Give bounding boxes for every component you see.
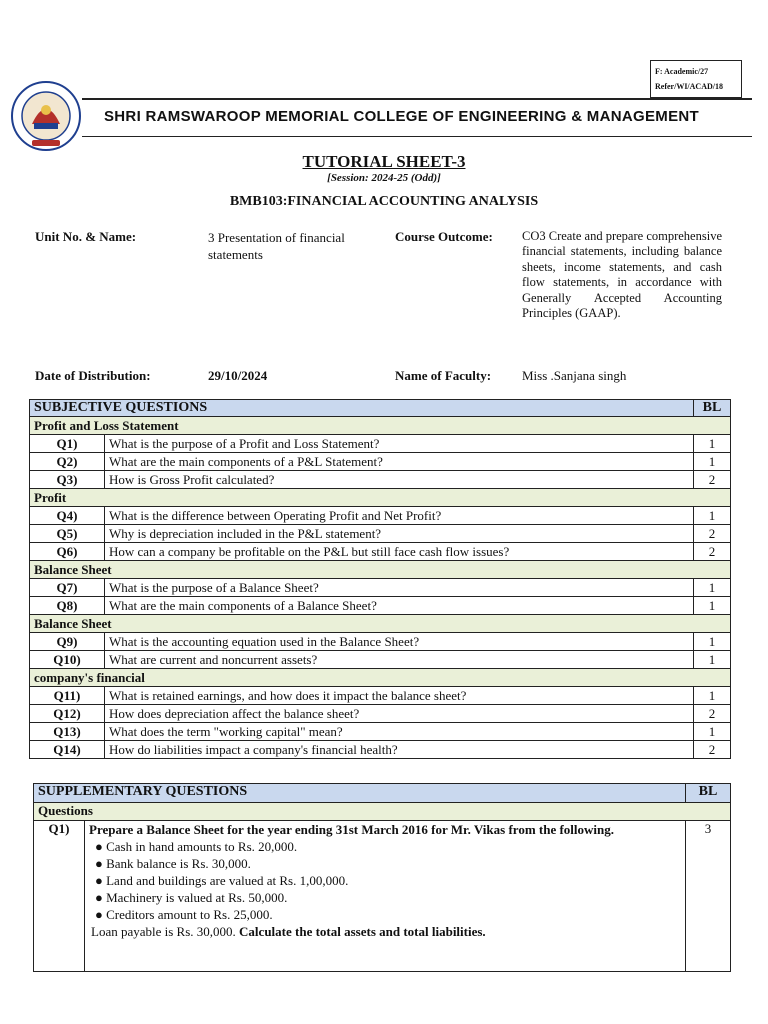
- question-bl: 1: [694, 507, 731, 525]
- college-name: SHRI RAMSWAROOP MEMORIAL COLLEGE OF ENGINEERING & MANAGEMENT: [104, 108, 699, 125]
- question-row: [30, 453, 731, 471]
- question-row: [30, 507, 731, 525]
- question-number: Q6): [30, 543, 105, 561]
- supp-list-item: ● Creditors amount to Rs. 25,000.: [95, 907, 273, 922]
- question-text: What is the difference between Operating Profit and Net Profit?: [105, 507, 694, 525]
- question-row: [30, 633, 731, 651]
- unit-value: 3 Presentation of financial statements: [208, 230, 345, 262]
- course-outcome-value: CO3 Create and prepare comprehensive financial statements, including balance sheets, income statements, and cash flow statements, in accordance with Generally Accepted Accounting Principles (GAAP).: [522, 229, 722, 321]
- sheet-title: TUTORIAL SHEET-3: [302, 152, 466, 171]
- question-text: How do liabilities impact a company's financial health?: [105, 741, 694, 759]
- question-number: Q10): [30, 651, 105, 669]
- question-text: What does the term "working capital" mean?: [105, 723, 694, 741]
- section-title: Balance Sheet: [30, 561, 731, 579]
- question-row: [30, 705, 731, 723]
- question-text: What is the accounting equation used in the Balance Sheet?: [105, 633, 694, 651]
- question-text: What is the purpose of a Balance Sheet?: [105, 579, 694, 597]
- subjective-heading: SUBJECTIVE QUESTIONS: [30, 400, 694, 417]
- supp-question-final-plain: Loan payable is Rs. 30,000.: [91, 924, 236, 939]
- unit-label: Unit No. & Name:: [35, 229, 137, 244]
- faculty-label: Name of Faculty:: [395, 368, 492, 383]
- question-number: Q4): [30, 507, 105, 525]
- question-row: [30, 543, 731, 561]
- question-row: [30, 723, 731, 741]
- supp-question-prompt: Prepare a Balance Sheet for the year ending 31st March 2016 for Mr. Vikas from the following.: [89, 822, 615, 837]
- question-bl: 1: [694, 597, 731, 615]
- question-row: [30, 471, 731, 489]
- supp-question-bl: 3: [686, 821, 731, 972]
- question-bl: 1: [694, 651, 731, 669]
- subjective-questions-table: [29, 399, 731, 759]
- question-text: How does depreciation affect the balance sheet?: [105, 705, 694, 723]
- supplementary-heading: SUPPLEMENTARY QUESTIONS: [34, 784, 686, 803]
- question-number: Q9): [30, 633, 105, 651]
- section-row: [30, 669, 731, 687]
- supp-list-item: ● Cash in hand amounts to Rs. 20,000.: [95, 839, 298, 854]
- header-rule-bottom: [82, 136, 752, 137]
- section-title: Balance Sheet: [30, 615, 731, 633]
- supp-question-row: [34, 821, 731, 972]
- question-text: Why is depreciation included in the P&L statement?: [105, 525, 694, 543]
- question-bl: 2: [694, 471, 731, 489]
- question-number: Q1): [30, 435, 105, 453]
- question-number: Q3): [30, 471, 105, 489]
- question-number: Q5): [30, 525, 105, 543]
- supp-list-item: ● Land and buildings are valued at Rs. 1,00,000.: [95, 873, 349, 888]
- question-bl: 1: [694, 435, 731, 453]
- question-bl: 1: [694, 579, 731, 597]
- session-label: [Session: 2024-25 (Odd)]: [327, 172, 441, 184]
- supp-section-row: [34, 803, 731, 821]
- section-title: Profit and Loss Statement: [30, 417, 731, 435]
- distribution-date-label: Date of Distribution:: [35, 368, 151, 383]
- question-number: Q11): [30, 687, 105, 705]
- question-number: Q7): [30, 579, 105, 597]
- faculty-value: Miss .Sanjana singh: [522, 368, 627, 383]
- supp-list-item: ● Machinery is valued at Rs. 50,000.: [95, 890, 288, 905]
- supp-question-body: [85, 821, 686, 972]
- question-row: [30, 687, 731, 705]
- section-title: Profit: [30, 489, 731, 507]
- course-outcome-label: Course Outcome:: [395, 229, 493, 244]
- form-ref-line1: F: Academic/27: [655, 67, 709, 76]
- question-bl: 1: [694, 453, 731, 471]
- question-row: [30, 579, 731, 597]
- supp-question-number: Q1): [34, 821, 85, 972]
- bl-heading: BL: [694, 400, 731, 417]
- question-bl: 2: [694, 741, 731, 759]
- question-text: How can a company be profitable on the P&L but still face cash flow issues?: [105, 543, 694, 561]
- supp-list-item: ● Bank balance is Rs. 30,000.: [95, 856, 251, 871]
- section-title: company's financial: [30, 669, 731, 687]
- question-bl: 1: [694, 633, 731, 651]
- question-row: [30, 525, 731, 543]
- form-ref-line2: Refer/WI/ACAD/18: [655, 82, 723, 91]
- question-bl: 2: [694, 543, 731, 561]
- question-bl: 2: [694, 705, 731, 723]
- question-row: [30, 597, 731, 615]
- college-logo: [10, 80, 82, 152]
- question-number: Q14): [30, 741, 105, 759]
- question-row: [30, 435, 731, 453]
- question-number: Q13): [30, 723, 105, 741]
- distribution-date-value: 29/10/2024: [208, 368, 268, 383]
- question-text: How is Gross Profit calculated?: [105, 471, 694, 489]
- supp-section-title: Questions: [34, 803, 731, 821]
- question-text: What is retained earnings, and how does it impact the balance sheet?: [105, 687, 694, 705]
- question-number: Q12): [30, 705, 105, 723]
- supp-question-final: [89, 923, 681, 940]
- question-bl: 2: [694, 525, 731, 543]
- question-text: What is the purpose of a Profit and Loss Statement?: [105, 435, 694, 453]
- course-title: BMB103:FINANCIAL ACCOUNTING ANALYSIS: [229, 194, 539, 209]
- question-number: Q8): [30, 597, 105, 615]
- question-bl: 1: [694, 723, 731, 741]
- form-reference-box: [650, 60, 742, 98]
- supp-header-row: [34, 784, 731, 803]
- table-header-row: [30, 400, 731, 417]
- supp-question-final-bold: Calculate the total assets and total liabilities.: [239, 924, 486, 939]
- supplementary-questions-table: [33, 783, 731, 972]
- question-row: [30, 651, 731, 669]
- question-text: What are the main components of a Balance Sheet?: [105, 597, 694, 615]
- section-row: [30, 615, 731, 633]
- header-rule: [82, 98, 752, 100]
- section-row: [30, 489, 731, 507]
- question-bl: 1: [694, 687, 731, 705]
- question-row: [30, 741, 731, 759]
- question-number: Q2): [30, 453, 105, 471]
- section-row: [30, 561, 731, 579]
- supp-bl-heading: BL: [686, 784, 731, 803]
- question-text: What are the main components of a P&L Statement?: [105, 453, 694, 471]
- section-row: [30, 417, 731, 435]
- supp-question-items: [89, 838, 681, 923]
- question-text: What are current and noncurrent assets?: [105, 651, 694, 669]
